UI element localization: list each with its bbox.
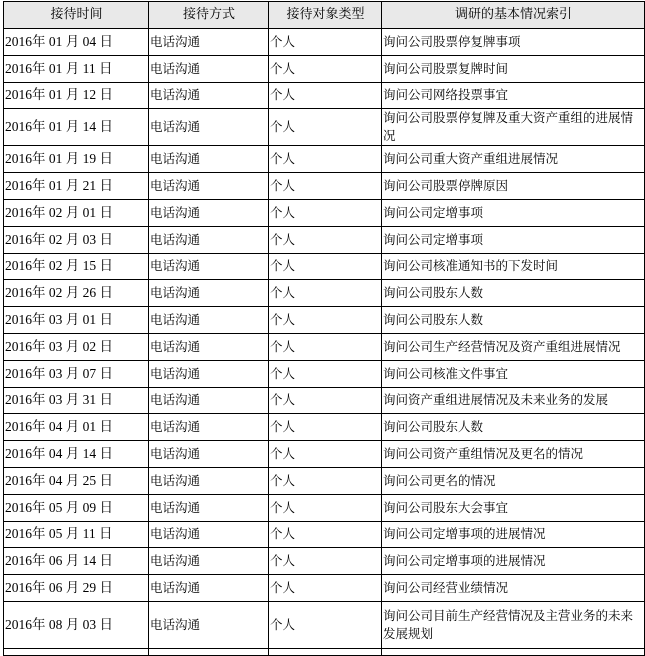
table-row [4,280,645,307]
cell-summary: 询问公司定增事项 [382,199,645,226]
cell-date: 2016年 05 月 11 日 [4,521,149,548]
cell-summary: 询问公司目前生产经营情况及主营业务的未来发展规划 [382,601,645,648]
header-row [4,2,645,29]
table-row [4,548,645,575]
cell-date: 2016年 04 月 25 日 [4,467,149,494]
cell-visitor-type: 个人 [269,494,382,521]
cell-visitor-type: 个人 [269,360,382,387]
table-row [4,253,645,280]
cell-visitor-type: 个人 [269,333,382,360]
cell-method: 电话沟通 [149,55,269,82]
cell-summary: 询问公司股票停复牌事项 [382,29,645,56]
cell-visitor-type: 个人 [269,109,382,146]
cell-date: 2016年 04 月 01 日 [4,414,149,441]
cell-summary: 询问公司定增事项的进展情况 [382,548,645,575]
cell-method: 电话沟通 [149,441,269,468]
cell-date: 2016年 01 月 21 日 [4,173,149,200]
header-reception-method: 接待方式 [149,2,269,29]
cell-date: 2016年 02 月 01 日 [4,199,149,226]
cell-summary: 询问公司经营业绩情况 [382,575,645,602]
cell-visitor-type: 个人 [269,521,382,548]
cell-method: 电话沟通 [149,280,269,307]
cell-date: 2016年 05 月 09 日 [4,494,149,521]
cell-method: 电话沟通 [149,29,269,56]
header-visitor-type: 接待对象类型 [269,2,382,29]
cell-method: 电话沟通 [149,575,269,602]
cell-method: 电话沟通 [149,253,269,280]
cell-visitor-type: 个人 [269,199,382,226]
cell-date: 2016年 03 月 01 日 [4,307,149,334]
cell-date: 2016年 01 月 04 日 [4,29,149,56]
cell-date: 2016年 06 月 14 日 [4,548,149,575]
header-reception-time: 接待时间 [4,2,149,29]
cell-date: 2016年 03 月 02 日 [4,333,149,360]
cell-method: 电话沟通 [149,333,269,360]
cell-visitor-type: 个人 [269,226,382,253]
cell-summary: 询问公司更名的情况 [382,467,645,494]
table-row [4,109,645,146]
cell-empty [269,648,382,655]
header-research-summary: 调研的基本情况索引 [382,2,645,29]
table-row [4,173,645,200]
cell-date: 2016年 01 月 11 日 [4,55,149,82]
cell-visitor-type: 个人 [269,55,382,82]
cell-summary: 询问公司核准文件事宜 [382,360,645,387]
table-row [4,360,645,387]
cell-summary: 询问公司核准通知书的下发时间 [382,253,645,280]
cell-visitor-type: 个人 [269,548,382,575]
cell-summary: 询问公司定增事项的进展情况 [382,521,645,548]
table-row [4,307,645,334]
cell-visitor-type: 个人 [269,414,382,441]
table-row [4,55,645,82]
cell-summary: 询问公司股东人数 [382,280,645,307]
cell-summary: 询问公司股东大会事宜 [382,494,645,521]
table-row [4,494,645,521]
cell-visitor-type: 个人 [269,29,382,56]
table-row [4,333,645,360]
table-row [4,575,645,602]
cell-method: 电话沟通 [149,199,269,226]
cell-summary: 询问公司股票复牌时间 [382,55,645,82]
cell-visitor-type: 个人 [269,601,382,648]
table-row [4,414,645,441]
table-row [4,29,645,56]
cell-visitor-type: 个人 [269,387,382,414]
table-row [4,467,645,494]
cell-date: 2016年 03 月 07 日 [4,360,149,387]
cell-empty [382,648,645,655]
cell-summary: 询问公司股票停牌原因 [382,173,645,200]
cell-method: 电话沟通 [149,109,269,146]
table-row [4,521,645,548]
cell-date: 2016年 01 月 12 日 [4,82,149,109]
cell-method: 电话沟通 [149,467,269,494]
table-body [4,29,645,656]
cell-summary: 询问公司股票停复牌及重大资产重组的进展情况 [382,109,645,146]
cell-empty [4,648,149,655]
cell-method: 电话沟通 [149,146,269,173]
table-row [4,601,645,648]
cell-visitor-type: 个人 [269,173,382,200]
cell-method: 电话沟通 [149,360,269,387]
cell-date: 2016年 03 月 31 日 [4,387,149,414]
cell-method: 电话沟通 [149,173,269,200]
cell-method: 电话沟通 [149,226,269,253]
cell-date: 2016年 08 月 03 日 [4,601,149,648]
cell-summary: 询问公司生产经营情况及资产重组进展情况 [382,333,645,360]
table-row [4,199,645,226]
cell-empty [149,648,269,655]
cell-summary: 询问公司股东人数 [382,414,645,441]
cell-method: 电话沟通 [149,494,269,521]
cell-visitor-type: 个人 [269,253,382,280]
cell-method: 电话沟通 [149,307,269,334]
cell-date: 2016年 02 月 03 日 [4,226,149,253]
cell-visitor-type: 个人 [269,280,382,307]
reception-records-table [3,1,645,656]
table-row [4,226,645,253]
cell-date: 2016年 02 月 15 日 [4,253,149,280]
cell-visitor-type: 个人 [269,575,382,602]
cell-date: 2016年 01 月 14 日 [4,109,149,146]
cell-summary: 询问公司股东人数 [382,307,645,334]
cell-visitor-type: 个人 [269,307,382,334]
table-row [4,441,645,468]
cell-visitor-type: 个人 [269,146,382,173]
cell-method: 电话沟通 [149,414,269,441]
table-row-partial [4,648,645,655]
table-row [4,82,645,109]
cell-visitor-type: 个人 [269,441,382,468]
cell-method: 电话沟通 [149,82,269,109]
cell-visitor-type: 个人 [269,82,382,109]
table-row [4,387,645,414]
cell-summary: 询问公司网络投票事宜 [382,82,645,109]
cell-date: 2016年 02 月 26 日 [4,280,149,307]
cell-summary: 询问公司定增事项 [382,226,645,253]
cell-visitor-type: 个人 [269,467,382,494]
table-row [4,146,645,173]
cell-date: 2016年 06 月 29 日 [4,575,149,602]
cell-summary: 询问公司资产重组情况及更名的情况 [382,441,645,468]
cell-method: 电话沟通 [149,387,269,414]
cell-summary: 询问资产重组进展情况及未来业务的发展 [382,387,645,414]
cell-summary: 询问公司重大资产重组进展情况 [382,146,645,173]
cell-method: 电话沟通 [149,548,269,575]
cell-method: 电话沟通 [149,601,269,648]
cell-date: 2016年 01 月 19 日 [4,146,149,173]
cell-date: 2016年 04 月 14 日 [4,441,149,468]
cell-method: 电话沟通 [149,521,269,548]
